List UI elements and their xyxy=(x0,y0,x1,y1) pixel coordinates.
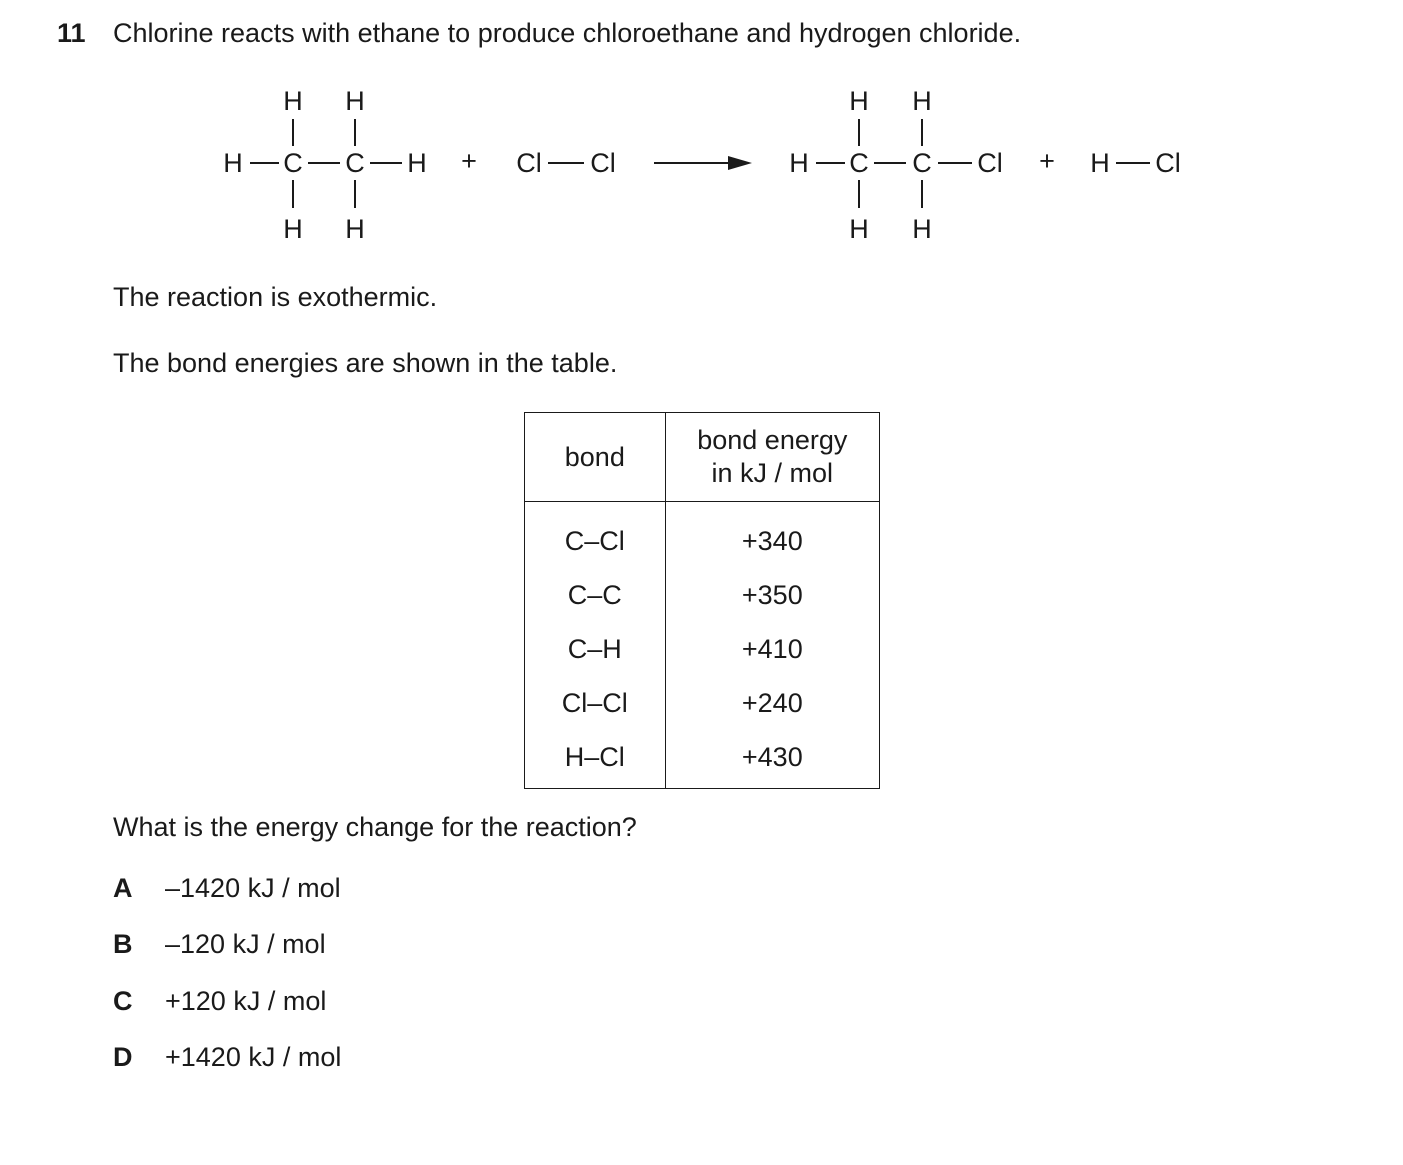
table-row xyxy=(525,676,880,730)
energy-cell: +350 xyxy=(665,568,879,622)
atom-h: H xyxy=(407,148,427,178)
plus-sign: + xyxy=(461,146,477,176)
exothermic-statement: The reaction is exothermic. xyxy=(113,282,438,312)
option-letter: B xyxy=(113,929,133,959)
atom-h: H xyxy=(849,86,869,116)
header-bond: bond xyxy=(525,413,666,502)
option-letter: D xyxy=(113,1042,133,1072)
bond-cell: Cl–Cl xyxy=(525,676,666,730)
atom-c: C xyxy=(912,148,932,178)
atom-h: H xyxy=(223,148,243,178)
energy-cell: +240 xyxy=(665,676,879,730)
atom-cl: Cl xyxy=(590,148,616,178)
atom-h: H xyxy=(789,148,809,178)
table-intro: The bond energies are shown in the table. xyxy=(113,348,618,378)
option-text: –1420 kJ / mol xyxy=(165,873,341,903)
option-a[interactable] xyxy=(113,873,341,904)
bond-energy-table xyxy=(524,412,880,789)
bond-cell: H–Cl xyxy=(525,730,666,789)
bond-cell: C–Cl xyxy=(525,502,666,569)
question-prompt: What is the energy change for the reaction? xyxy=(113,812,637,842)
bond-cell: C–C xyxy=(525,568,666,622)
table-row xyxy=(525,568,880,622)
atom-h: H xyxy=(283,214,303,244)
atom-h: H xyxy=(849,214,869,244)
atom-h: H xyxy=(345,86,365,116)
arrow-head xyxy=(728,156,752,170)
atom-h: H xyxy=(283,86,303,116)
atom-h: H xyxy=(345,214,365,244)
question-number: 11 xyxy=(57,18,86,48)
atom-cl: Cl xyxy=(977,148,1003,178)
header-energy-line1: bond energy xyxy=(697,425,848,455)
header-bond-energy xyxy=(665,413,879,502)
plus-sign: + xyxy=(1039,146,1055,176)
table-row xyxy=(525,502,880,569)
bond-cell: C–H xyxy=(525,622,666,676)
header-energy-line2: in kJ / mol xyxy=(711,458,834,488)
option-letter: A xyxy=(113,873,133,903)
option-letter: C xyxy=(113,986,133,1016)
atom-c: C xyxy=(283,148,303,178)
atom-cl: Cl xyxy=(516,148,542,178)
energy-cell: +340 xyxy=(665,502,879,569)
atom-c: C xyxy=(849,148,869,178)
option-d[interactable] xyxy=(113,1042,341,1073)
option-b[interactable] xyxy=(113,929,326,960)
energy-cell: +430 xyxy=(665,730,879,789)
option-text: –120 kJ / mol xyxy=(165,929,326,959)
bond-lines xyxy=(250,119,1150,208)
option-text: +1420 kJ / mol xyxy=(165,1042,342,1072)
option-c[interactable] xyxy=(113,986,326,1017)
question-stem: Chlorine reacts with ethane to produce chloroethane and hydrogen chloride. xyxy=(113,18,1022,48)
atom-h: H xyxy=(1090,148,1110,178)
atom-cl: Cl xyxy=(1155,148,1181,178)
reaction-equation xyxy=(0,0,1403,260)
table-row xyxy=(525,730,880,789)
atom-c: C xyxy=(345,148,365,178)
energy-cell: +410 xyxy=(665,622,879,676)
option-text: +120 kJ / mol xyxy=(165,986,327,1016)
atom-h: H xyxy=(912,214,932,244)
atom-h: H xyxy=(912,86,932,116)
table-row xyxy=(525,622,880,676)
